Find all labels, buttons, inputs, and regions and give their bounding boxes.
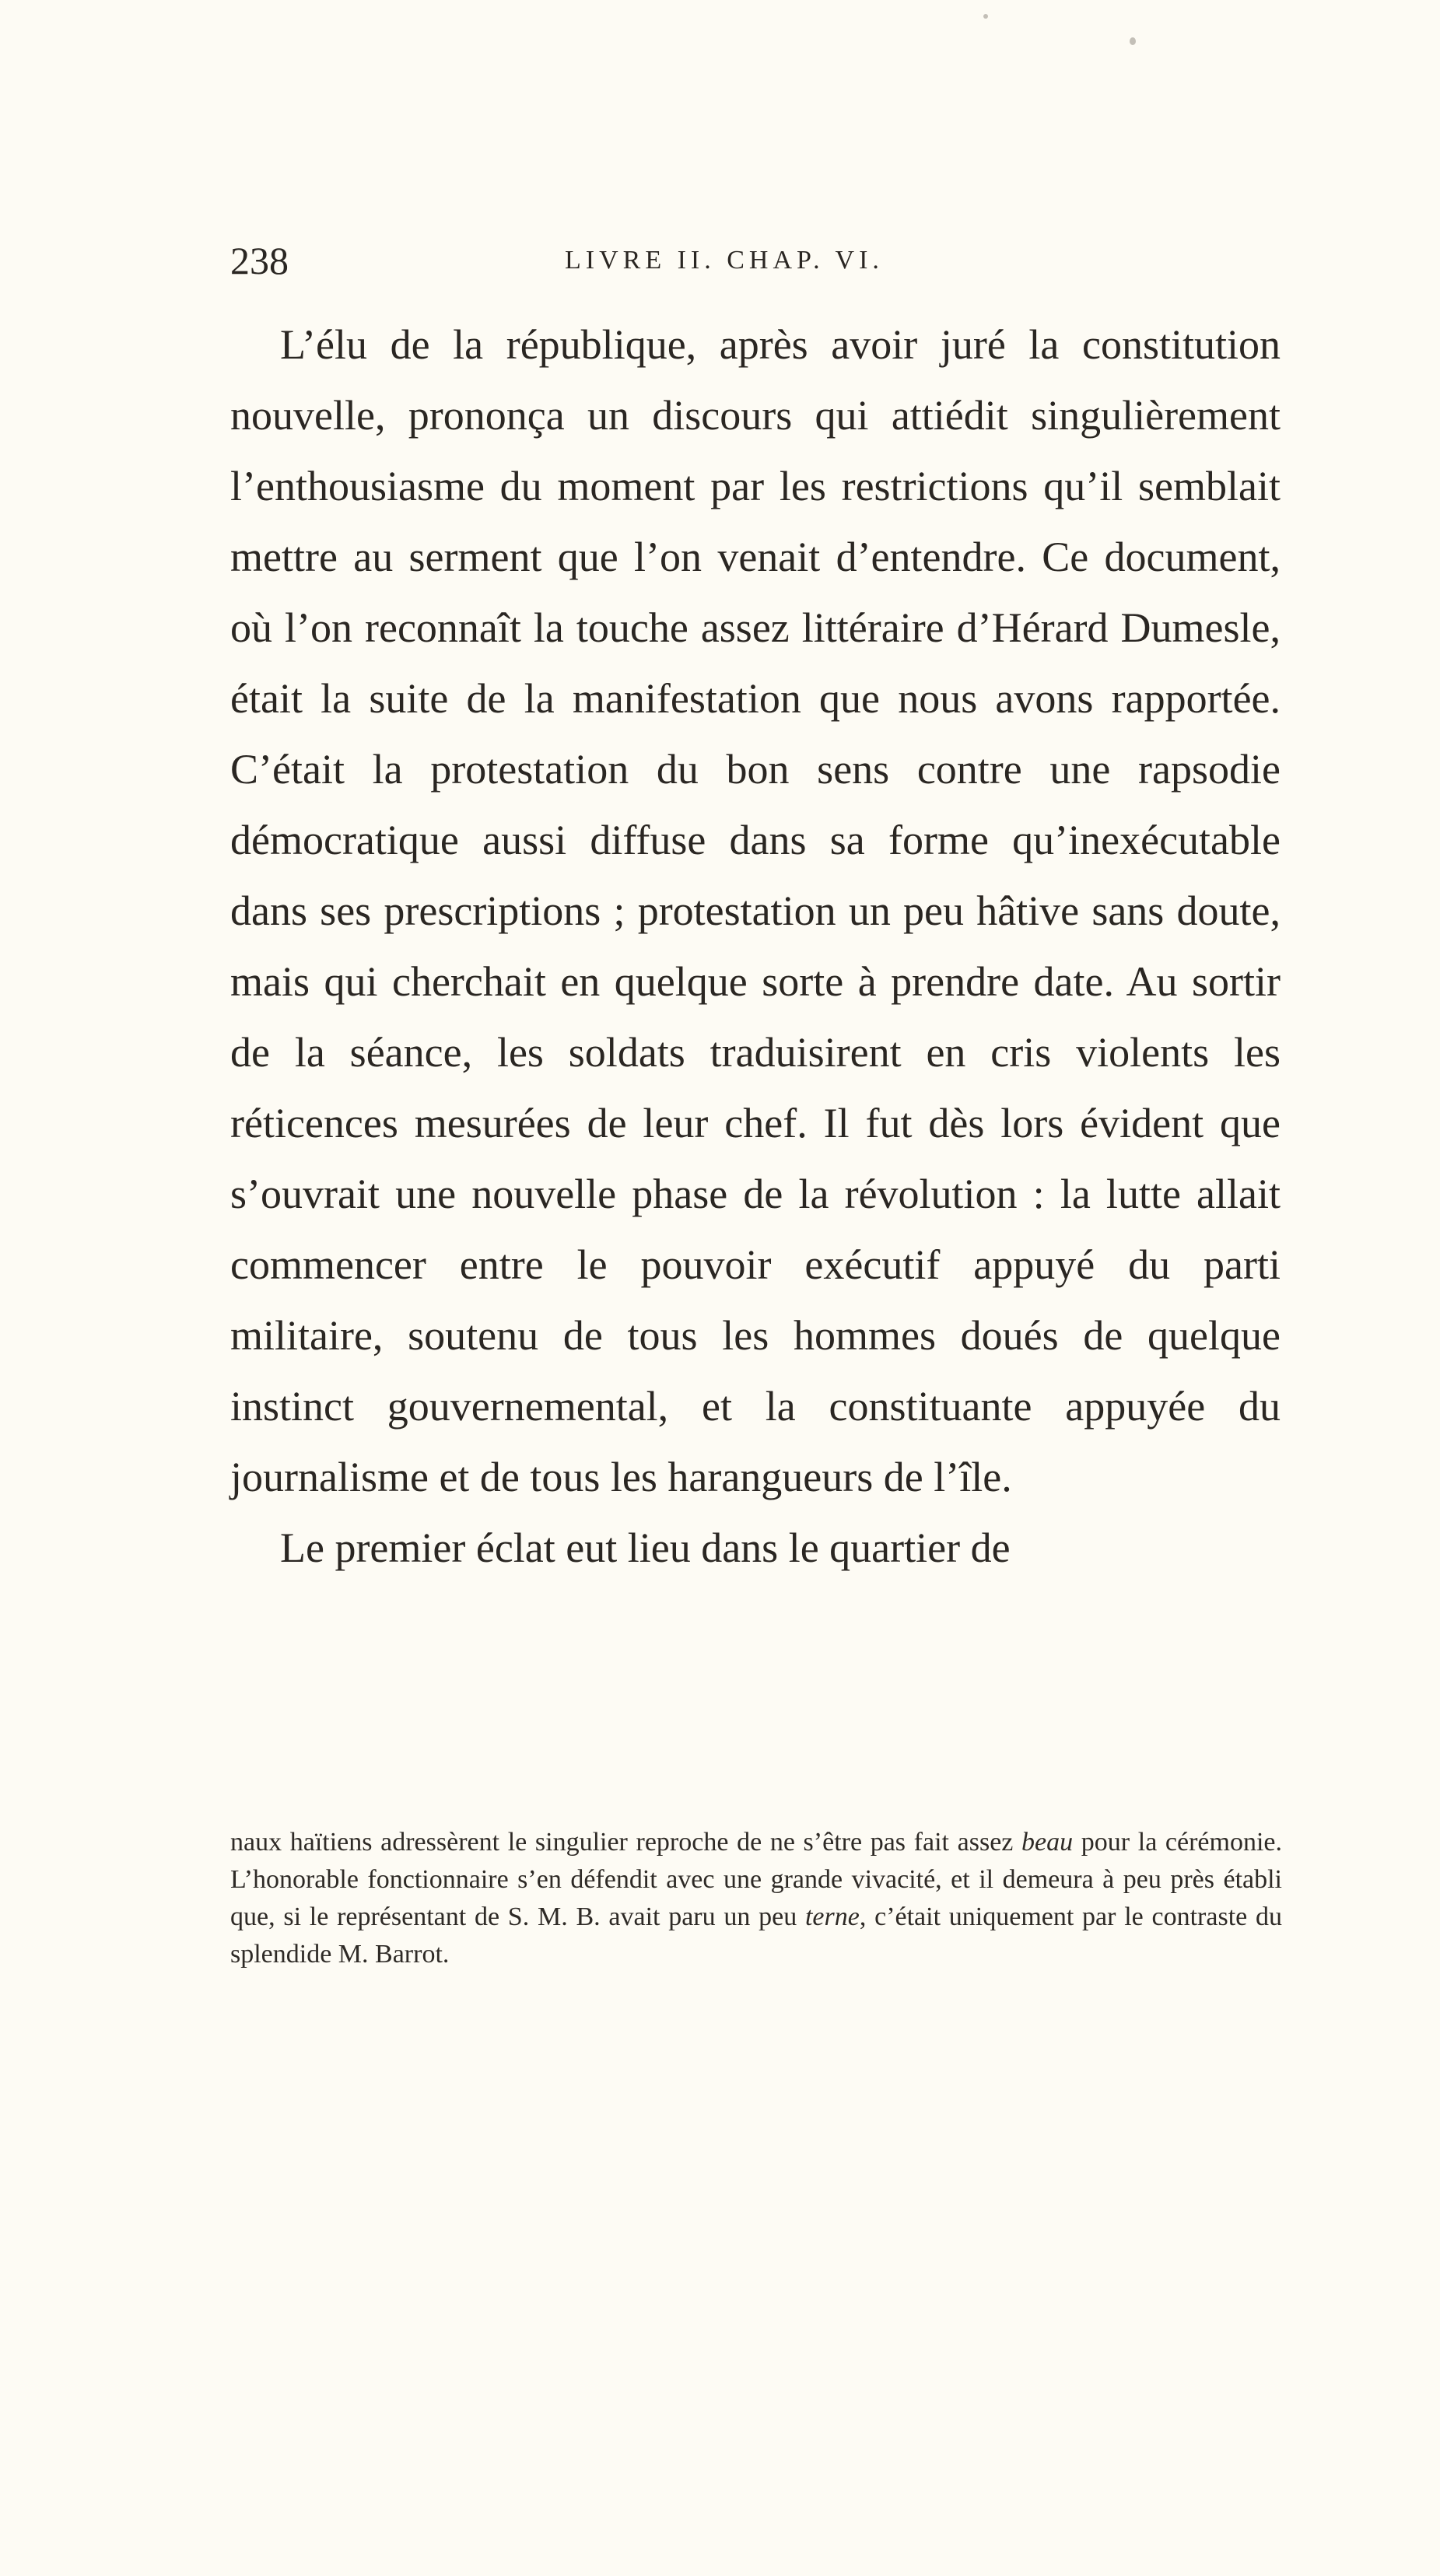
page-header bbox=[230, 233, 1281, 288]
footnote-italic: beau bbox=[1021, 1828, 1074, 1857]
paragraph: L’élu de la république, après avoir juré la constitution nouvelle, prononça un discours qui attiédit singulièrement l’enthousiasme du moment par les restrictions qu’il semblait mettre au serment que l’on venait d’entendre. Ce document, où l’on reconnaît la touche assez littéraire d’Hérard Dumesle, était la suite de la manifestation que nous avons rapportée. C’était la protestation du bon sens contre une rapsodie démocratique aussi diffuse dans sa forme qu’inexécutable dans ses prescriptions ; protestation un peu hâtive sans doute, mais qui cherchait en quelque sorte à prendre date. Au sortir de la séance, les soldats traduisirent en cris violents les réticences mesurées de leur chef. Il fut dès lors évident que s’ouvrait une nouvelle phase de la révolution : la lutte allait commencer entre le pouvoir exécutif appuyé du parti militaire, soutenu de tous les hommes doués de quelque instinct gouvernemental, et la constituante appuyée du journalisme et de tous les harangueurs de l’île. bbox=[230, 321, 1281, 1500]
footnote-italic: terne bbox=[804, 1902, 860, 1931]
footnote-paragraph bbox=[230, 1824, 1282, 1973]
running-head: LIVRE II. CHAP. VI. bbox=[565, 246, 884, 275]
paragraph: Le premier éclat eut lieu dans le quartier de bbox=[280, 1524, 1011, 1571]
footnote bbox=[230, 1824, 1282, 1973]
footnote-text: pour la cérémonie. L’honorable fonctionnaire s’en défendit avec une grande vivacité, et il demeura à peu près établi que, si le représentant de S. M. B. avait paru un peu bbox=[230, 1828, 1283, 1931]
paper-speck bbox=[983, 14, 988, 19]
main-text bbox=[230, 310, 1281, 1584]
footnote-text: naux haïtiens adressèrent le singulier reproche de ne s’être pas fait assez bbox=[230, 1828, 1022, 1857]
footnote-text: , c’était uniquement par le contraste du splendide M. Barrot. bbox=[230, 1902, 1282, 1969]
paper-speck bbox=[1130, 37, 1136, 45]
page-number: 238 bbox=[230, 239, 289, 282]
